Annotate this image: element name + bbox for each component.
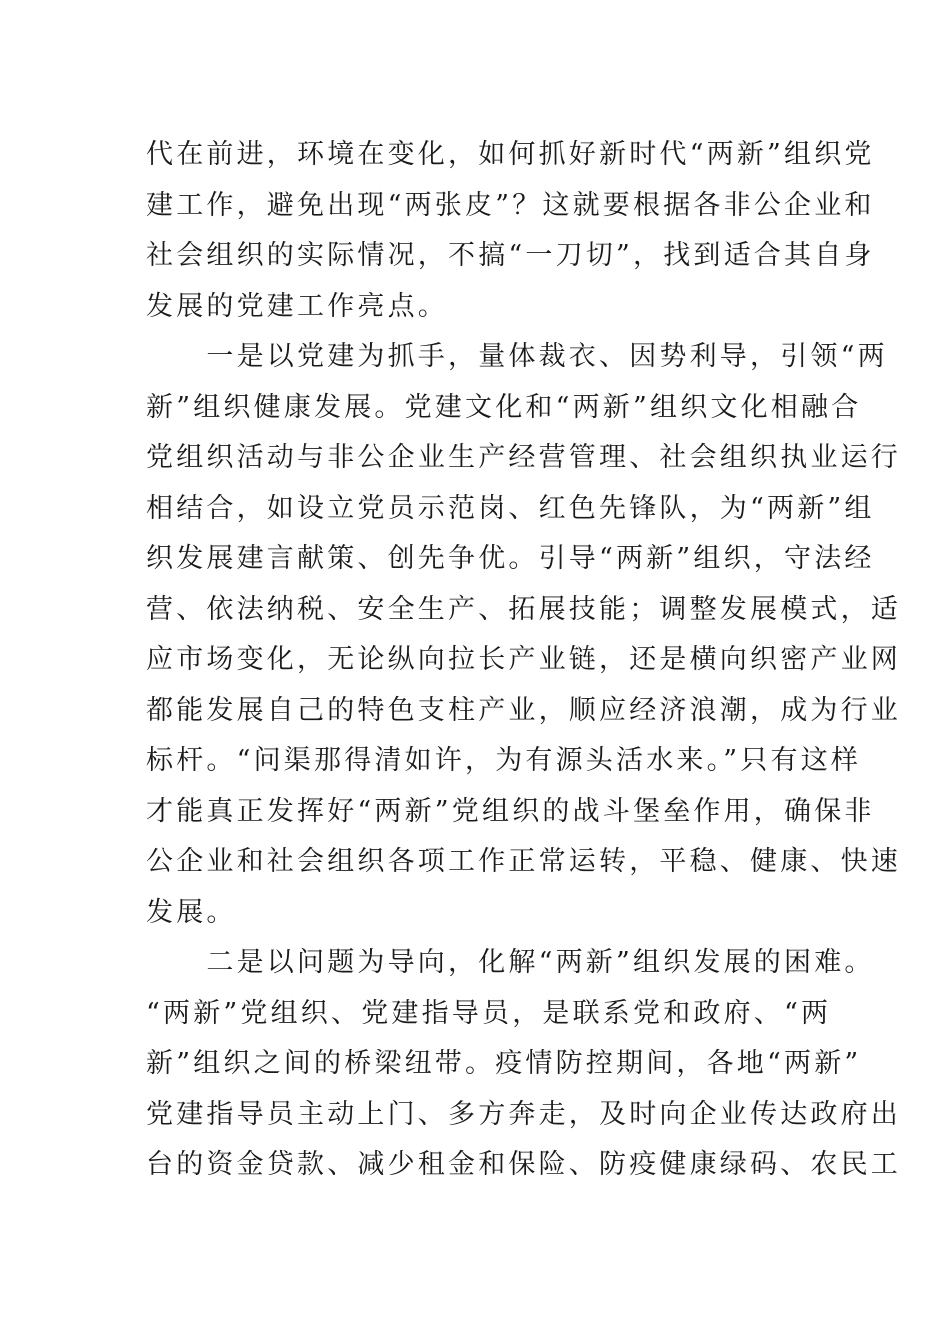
text-line: 才能真正发挥好“两新”党组织的战斗堡垒作用，确保非 (146, 795, 875, 827)
text-line: 发展的党建工作亮点。 (146, 290, 448, 322)
body-text (146, 130, 901, 1191)
text-line: 标杆。“问渠那得清如许，为有源头活水来。”只有这样 (146, 745, 862, 776)
text-line: 台的资金贷款、减少租金和保险、防疫健康绿码、农民工 (146, 1149, 901, 1180)
text-line: 建工作，避免出现“两张皮”？这就要根据各非公企业和 (146, 189, 875, 221)
text-line: 营、依法纳税、安全生产、拓展技能；调整发展模式，适 (146, 593, 901, 625)
text-line: 发展。 (146, 896, 237, 928)
text-line: 公企业和社会组织各项工作正常运转，平稳、健康、快速 (146, 846, 901, 877)
text-line: 新”组织之间的桥梁纽带。疫情防控期间，各地“两新” (146, 1048, 862, 1079)
text-line: 代在前进，环境在变化，如何抓好新时代“两新”组织党 (146, 139, 875, 170)
text-line: 应市场变化，无论纵向拉长产业链，还是横向织密产业网 (146, 644, 901, 675)
paragraph-start-line: 二是以问题为导向，化解“两新”组织发展的困难。 (146, 947, 875, 978)
text-line: 社会组织的实际情况，不搞“一刀切”，找到适合其自身 (146, 240, 875, 271)
text-line: 相结合，如设立党员示范岗、红色先锋队，为“两新”组 (146, 492, 875, 524)
text-line: “两新”党组织、党建指导员，是联系党和政府、“两 (146, 997, 832, 1029)
text-line: 都能发展自己的特色支柱产业，顺应经济浪潮，成为行业 (146, 694, 901, 726)
text-line: 新”组织健康发展。党建文化和“两新”组织文化相融合 (146, 391, 862, 423)
text-line: 党建指导员主动上门、多方奔走，及时向企业传达政府出 (146, 1098, 901, 1130)
text-line: 织发展建言献策、创先争优。引导“两新”组织，守法经 (146, 543, 875, 574)
paragraph-start-line: 一是以党建为抓手，量体裁衣、因势利导，引领“两 (146, 341, 888, 372)
text-line: 党组织活动与非公企业生产经营管理、社会组织执业运行 (146, 442, 901, 473)
